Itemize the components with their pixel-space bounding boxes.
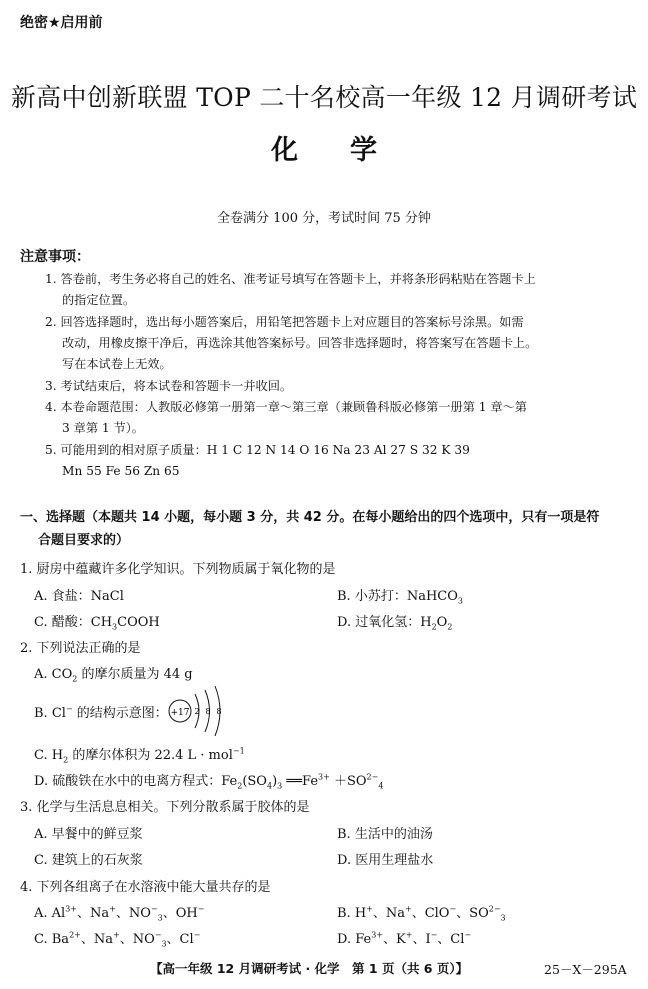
confidential-label: 绝密★启用前	[20, 15, 103, 31]
chloride-ion-structure-diagram	[164, 684, 234, 736]
section-heading-line: 合题目要求的）	[38, 533, 130, 548]
nucleus-charge: +17	[170, 708, 190, 718]
q3-option-c: C. 建筑上的石灰浆	[34, 853, 143, 868]
section-heading	[20, 506, 599, 552]
q1-option-a: A. 食盐：NaCl	[34, 589, 124, 604]
q3-option-b: B. 生活中的油汤	[337, 827, 433, 842]
exam-title: 新高中创新联盟 TOP 二十名校高一年级 12 月调研考试	[10, 83, 638, 112]
q2-option-b: B. Cl− 的结构示意图：	[34, 704, 168, 721]
q4-option-c: C. $Ba^{2+}$、Na+、$NO^-_3$、Cl−	[34, 930, 201, 949]
notice-line: Mn 55 Fe 56 Zn 65	[62, 464, 180, 478]
notice-line: 改动，用橡皮擦干净后，再选涂其他答案标号。回答非选择题时，将答案写在答题卡上。	[62, 336, 538, 350]
q3-option-a: A. 早餐中的鲜豆浆	[34, 827, 143, 842]
q4-option-b: B. H+、Na+、ClO−、$SO^{2-}_3$	[337, 904, 506, 923]
notice-line: 3. 考试结束后，将本试卷和答题卡一并收回。	[45, 379, 293, 393]
notice-line: 5. 可能用到的相对原子质量：H 1 C 12 N 14 O 16 Na 23 Al 27 S 32 K 39	[45, 443, 470, 457]
notice-line: 的指定位置。	[62, 293, 136, 307]
shell-electron-count: 8	[216, 707, 222, 716]
q2-option-a: A. $CO_2$ 的摩尔质量为 44 g	[34, 667, 193, 684]
q2-option-d: D. 硫酸铁在水中的电离方程式：$Fe_2(SO_4)_3$ $══Fe^{3+} +SO^{2-}_4$	[34, 772, 384, 791]
notice-line: 3 章第 1 节）。	[62, 421, 144, 435]
notice-line: 4. 本卷命题范围：人教版必修第一册第一章～第三章（兼顾鲁科版必修第一册第 1 章～第	[45, 400, 527, 414]
q1-option-b: B. 小苏打：NaHCO$_3$	[337, 589, 463, 606]
notice-line: 2. 回答选择题时，选出每小题答案后，用铅笔把答题卡上对应题目的答案标号涂黑。如需	[45, 315, 524, 329]
notice-line: 1. 答卷前，考生务必将自己的姓名、准考证号填写在答题卡上，并将条形码粘贴在答题卡上	[45, 272, 536, 286]
question-2-stem: 2. 下列说法正确的是	[20, 641, 141, 656]
page-footer: 【高一年级 12 月调研考试 · 化学 第 1 页（共 6 页）】	[150, 961, 469, 976]
section-heading-line: 一、选择题（本题共 14 小题，每小题 3 分，共 42 分。在每小题给出的四个选项中，只有一项是符	[20, 510, 600, 525]
q1-option-d: D. 过氧化氢：$H_2O_2$	[337, 615, 453, 632]
paper-code: 25－X－295A	[544, 962, 627, 977]
q2-option-c: C. $H_2$ 的摩尔体积为 22.4 L · mol$^{-1}$	[34, 746, 245, 765]
q4-option-d: D. $Fe^{3+}$、K+、I−、Cl−	[337, 930, 472, 947]
notice-title: 注意事项：	[20, 249, 90, 265]
question-4-stem: 4. 下列各组离子在水溶液中能大量共存的是	[20, 880, 271, 895]
question-1-stem: 1. 厨房中蕴藏许多化学知识。下列物质属于氧化物的是	[20, 562, 336, 577]
subject-title: 化学	[271, 135, 429, 166]
q3-option-d: D. 医用生理盐水	[337, 853, 434, 868]
q1-option-c: C. 醋酸：$CH_3COOH$	[34, 615, 160, 632]
shell-electron-count: 8	[205, 707, 211, 716]
exam-meta: 全卷满分 100 分，考试时间 75 分钟	[217, 211, 431, 226]
question-3-stem: 3. 化学与生活息息相关。下列分散系属于胶体的是	[20, 800, 310, 815]
shell-electron-count: 2	[194, 707, 200, 716]
notice-line: 写在本试卷上无效。	[62, 357, 172, 371]
q4-option-a: A. $Al^{3+}$、Na+、$NO^-_3$、OH−	[34, 904, 205, 923]
